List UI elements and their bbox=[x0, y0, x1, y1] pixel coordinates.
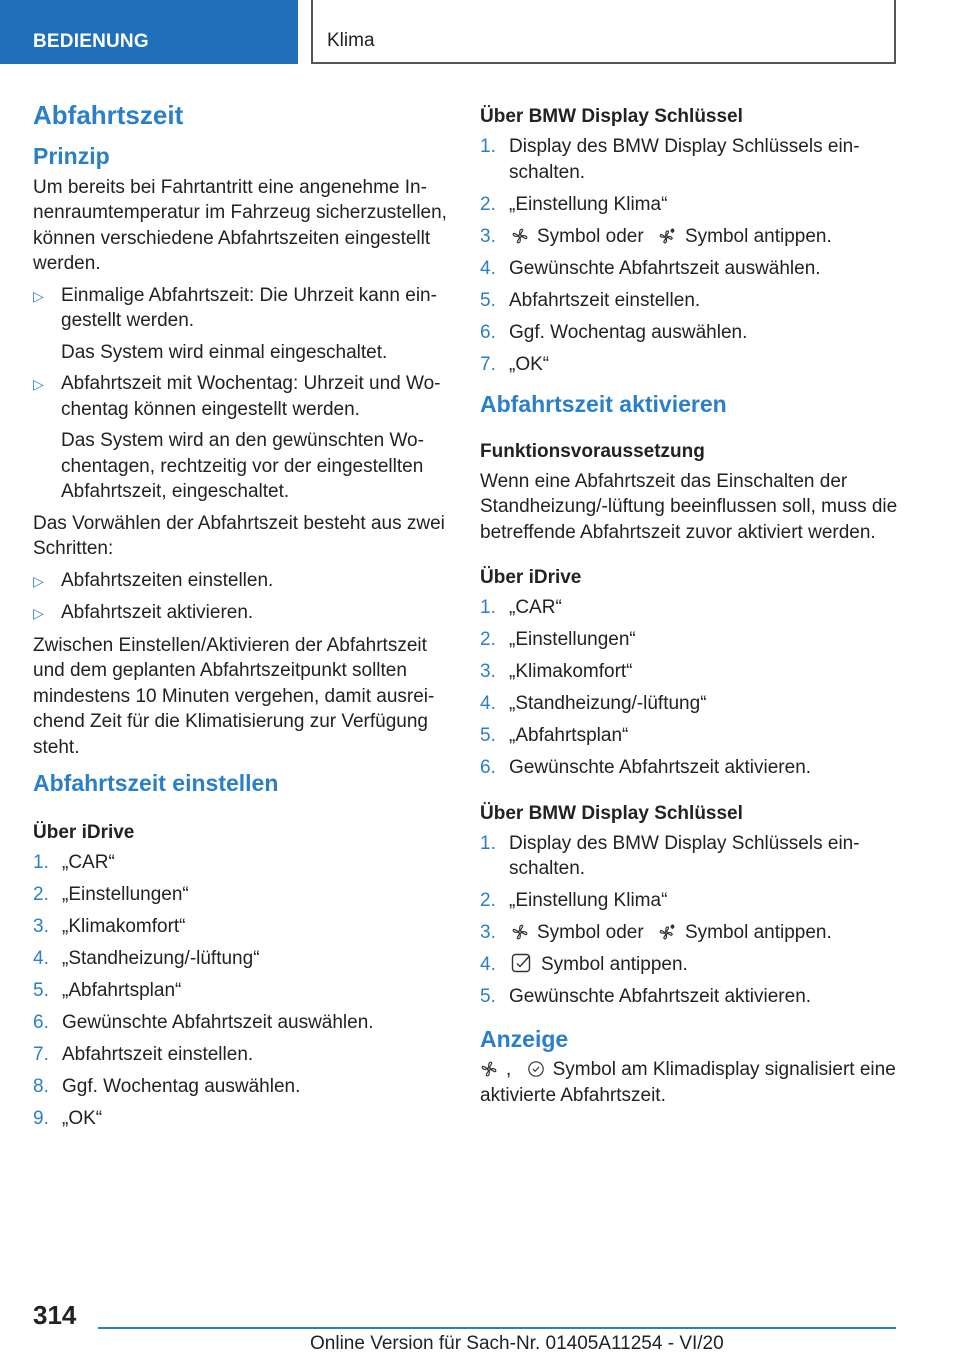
fan-snow-icon bbox=[659, 923, 677, 941]
step-item: 2. „Einstellungen“ bbox=[33, 883, 189, 905]
step-item: 3. „Klimakomfort“ bbox=[480, 661, 633, 683]
section-tab: BEDIENUNG bbox=[0, 0, 298, 64]
anzeige-heading: Anzeige bbox=[480, 1025, 569, 1052]
fan-snow-icon bbox=[659, 227, 677, 245]
step-item: 5. „Abfahrtsplan“ bbox=[480, 725, 629, 747]
triangle-bullet-icon: ▷ bbox=[33, 605, 44, 622]
funktion-heading: Funktionsvoraussetzung bbox=[480, 440, 705, 462]
step-item: 6. Gewünschte Abfahrtszeit aktivieren. bbox=[480, 757, 812, 779]
step-item: 2. „Einstellung Klima“ bbox=[480, 890, 668, 912]
step-item: 5. Gewünschte Abfahrtszeit aktivieren. bbox=[480, 986, 812, 1008]
fan-icon bbox=[511, 923, 529, 941]
step-item: 3. Symbol oder Symbol antippen. bbox=[480, 225, 832, 247]
triangle-bullet-icon: ▷ bbox=[33, 572, 44, 589]
funktion-text: Wenn eine Abfahrtszeit das Einschalten der Standheizung/-lüftung beeinflussen soll, muss die betreffende Abfahrtszeit zuvor aktiviert werden. bbox=[480, 470, 898, 543]
list-item bbox=[33, 568, 453, 595]
step-item: 6. Gewünschte Abfahrtszeit auswählen. bbox=[33, 1011, 374, 1033]
footer-divider bbox=[98, 1327, 896, 1329]
page-title: Abfahrtszeit bbox=[33, 100, 184, 130]
step-item: 1. „CAR“ bbox=[480, 597, 562, 619]
step-item: 1. Display des BMW Display Schlüssels einschalten. bbox=[480, 136, 860, 183]
list-item-text: Einmalige Abfahrtszeit: Die Uhrzeit kann eingestellt werden. bbox=[61, 284, 437, 332]
key-steps-1 bbox=[480, 134, 900, 377]
step-item: 2. „Einstellungen“ bbox=[480, 629, 636, 651]
step-item: 3. „Klimakomfort“ bbox=[33, 915, 186, 937]
step-item: 4. „Standheizung/-lüftung“ bbox=[33, 947, 260, 969]
list-item-subtext: Das System wird einmal eingeschaltet. bbox=[61, 341, 388, 363]
list-item bbox=[33, 371, 453, 505]
anzeige-text: Symbol am Klimadisplay signalisiert eine aktivierte Abfahrtszeit. bbox=[480, 1059, 896, 1106]
zwischen-text: Zwischen Einstellen/Aktivieren der Abfahrtszeit und dem geplanten Abfahrtszeitpunkt sollten mindestens 10 Minuten vergehen, damit ausreichend Zeit für die Klimatisierung zur Verfügung steht. bbox=[33, 634, 435, 758]
aktivieren-heading: Abfahrtszeit aktivieren bbox=[480, 391, 727, 417]
einstellen-heading: Abfahrtszeit einstellen bbox=[33, 770, 279, 797]
prinzip-heading: Prinzip bbox=[33, 143, 110, 170]
step-item: 4. „Standheizung/-lüftung“ bbox=[480, 693, 707, 715]
mode-list bbox=[33, 283, 453, 505]
steps-overview-list bbox=[33, 568, 453, 627]
list-item-subtext: Das System wird an den gewünschten Wochentagen, rechtzeitig vor der eingestellten Abfahrtszeit, eingeschaltet. bbox=[61, 430, 424, 503]
page-number: 314 bbox=[33, 1300, 77, 1330]
triangle-bullet-icon: ▷ bbox=[33, 287, 44, 304]
step-item: 1. Display des BMW Display Schlüssels einschalten. bbox=[480, 832, 860, 880]
list-item bbox=[33, 600, 453, 627]
list-item-text: Abfahrtszeit mit Wochentag: Uhrzeit und Wochentag können eingestellt werden. bbox=[61, 373, 441, 420]
check-box-icon bbox=[511, 953, 533, 973]
fan-icon bbox=[480, 1060, 498, 1078]
step-item: 1. „CAR“ bbox=[33, 851, 115, 873]
step-item: 5. „Abfahrtsplan“ bbox=[33, 979, 182, 1001]
clock-icon bbox=[527, 1060, 545, 1078]
key-steps-2 bbox=[480, 831, 900, 1010]
step-item: 7. Abfahrtszeit einstellen. bbox=[33, 1043, 254, 1065]
fan-icon bbox=[511, 227, 529, 245]
right-column bbox=[480, 104, 900, 1114]
idrive-steps-2 bbox=[480, 595, 900, 781]
anzeige-text-block bbox=[480, 1057, 900, 1108]
step-item: 8. Ggf. Wochentag auswählen. bbox=[33, 1075, 301, 1097]
step-item: 6. Ggf. Wochentag auswählen. bbox=[480, 321, 748, 343]
step-item: 2. „Einstellung Klima“ bbox=[480, 193, 668, 215]
key-heading-1: Über BMW Display Schlüssel bbox=[480, 106, 743, 127]
key-heading-2: Über BMW Display Schlüssel bbox=[480, 802, 743, 824]
chapter-title: Klima bbox=[311, 0, 896, 64]
list-item-text: Abfahrtszeit aktivieren. bbox=[61, 602, 254, 624]
idrive-heading-2: Über iDrive bbox=[480, 567, 582, 589]
step-item: 4. Gewünschte Abfahrtszeit auswählen. bbox=[480, 257, 821, 279]
footer-online-version: Online Version für Sach-Nr. 01405A11254 - VI/20 bbox=[310, 1333, 724, 1354]
vorwahl-text: Das Vorwählen der Abfahrtszeit besteht aus zwei Schritten: bbox=[33, 512, 445, 560]
idrive-steps bbox=[33, 850, 453, 1132]
triangle-bullet-icon: ▷ bbox=[33, 376, 44, 393]
list-item bbox=[33, 283, 453, 366]
idrive-heading: Über iDrive bbox=[33, 821, 135, 843]
list-item-text: Abfahrtszeiten einstellen. bbox=[61, 569, 274, 591]
step-item: 3. Symbol oder Symbol antippen. bbox=[480, 922, 832, 944]
step-item: 5. Abfahrtszeit einstellen. bbox=[480, 289, 701, 311]
prinzip-text: Um bereits bei Fahrtantritt eine angenehme Innenraumtemperatur im Fahrzeug sicherzustellen, können verschiedene Abfahrtszeiten eingestellt werden. bbox=[33, 176, 447, 275]
step-item: 7. „OK“ bbox=[480, 353, 550, 375]
step-item: 4. Symbol antippen. bbox=[480, 954, 688, 976]
left-column bbox=[33, 100, 453, 1138]
separator: , bbox=[506, 1059, 512, 1081]
step-item: 9. „OK“ bbox=[33, 1107, 103, 1129]
